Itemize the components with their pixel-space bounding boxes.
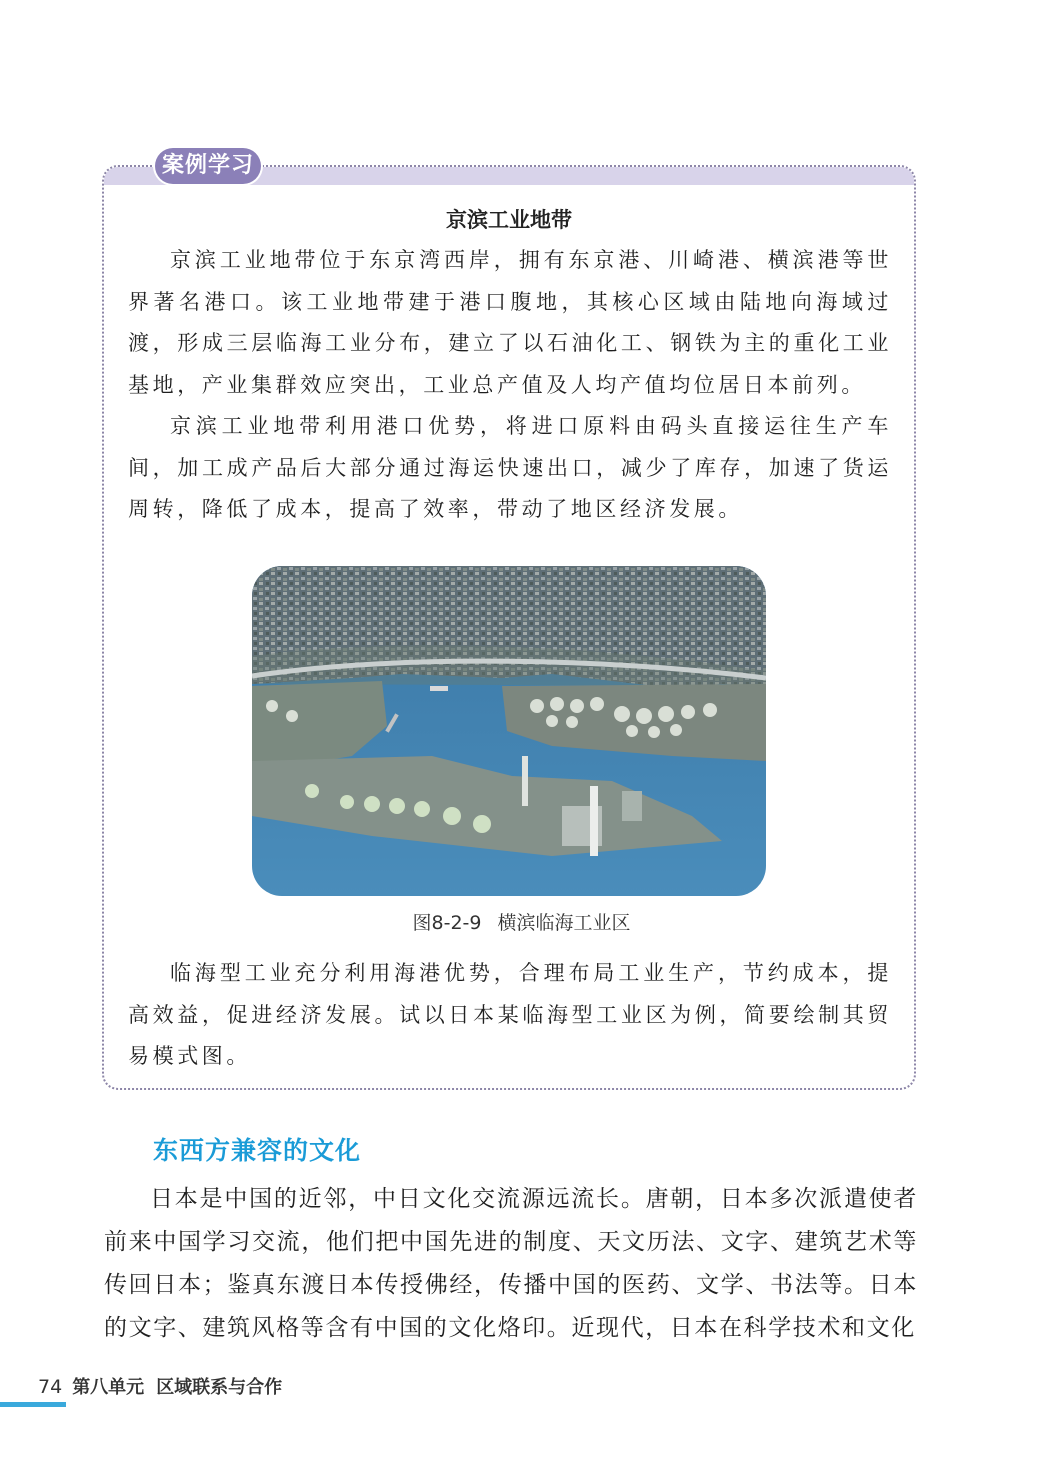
page-number: 74 (38, 1376, 63, 1398)
footer-accent-bar (0, 1402, 66, 1407)
unit-label: 第八单元 (72, 1377, 145, 1398)
case-study-title: 京滨工业地带 (446, 208, 572, 232)
case-study-paragraph-1 (128, 240, 892, 406)
section-body (104, 1178, 918, 1350)
section-paragraph: 日本是中国的近邻，中日文化交流源远流长。唐朝，日本多次派遣使者前来中国学习交流，他们把中国先进的制度、天文历法、文字、建筑艺术等传回日本；鉴真东渡日本传授佛经，传播中国的医药、文学、书法等。日本的文字、建筑风格等含有中国的文化烙印。近现代，日本在科学技术和文化 (104, 1186, 918, 1341)
figure-caption (0, 908, 1043, 935)
case-study-activity-text: 临海型工业充分利用海港优势，合理布局工业生产，节约成本，提高效益，促进经济发展。试以日本某临海型工业区为例，简要绘制其贸易模式图。 (128, 961, 892, 1069)
case-study-label: 案例学习 (155, 148, 261, 184)
yokohama-industrial-zone-photo (252, 566, 766, 896)
case-study-paragraph-1-text: 京滨工业地带位于东京湾西岸，拥有东京港、川崎港、横滨港等世界著名港口。该工业地带建于港口腹地，其核心区域由陆地向海域过渡，形成三层临海工业分布，建立了以石油化工、钢铁为主的重化工业基地，产业集群效应突出，工业总产值及人均产值均位居日本前列。 (128, 248, 892, 397)
case-study-activity (128, 953, 892, 1078)
case-study-paragraph-2-text: 京滨工业地带利用港口优势，将进口原料由码头直接运往生产车间，加工成产品后大部分通过海运快速出口，减少了库存，加速了货运周转，降低了成本，提高了效率，带动了地区经济发展。 (128, 414, 892, 522)
case-study-paragraph-2 (128, 406, 892, 531)
page-footer (38, 1373, 282, 1399)
section-heading: 东西方兼容的文化 (153, 1136, 362, 1165)
unit-title: 区域联系与合作 (156, 1377, 283, 1398)
figure-number: 图8-2-9 (412, 912, 482, 934)
figure-caption-text: 横滨临海工业区 (497, 912, 631, 934)
